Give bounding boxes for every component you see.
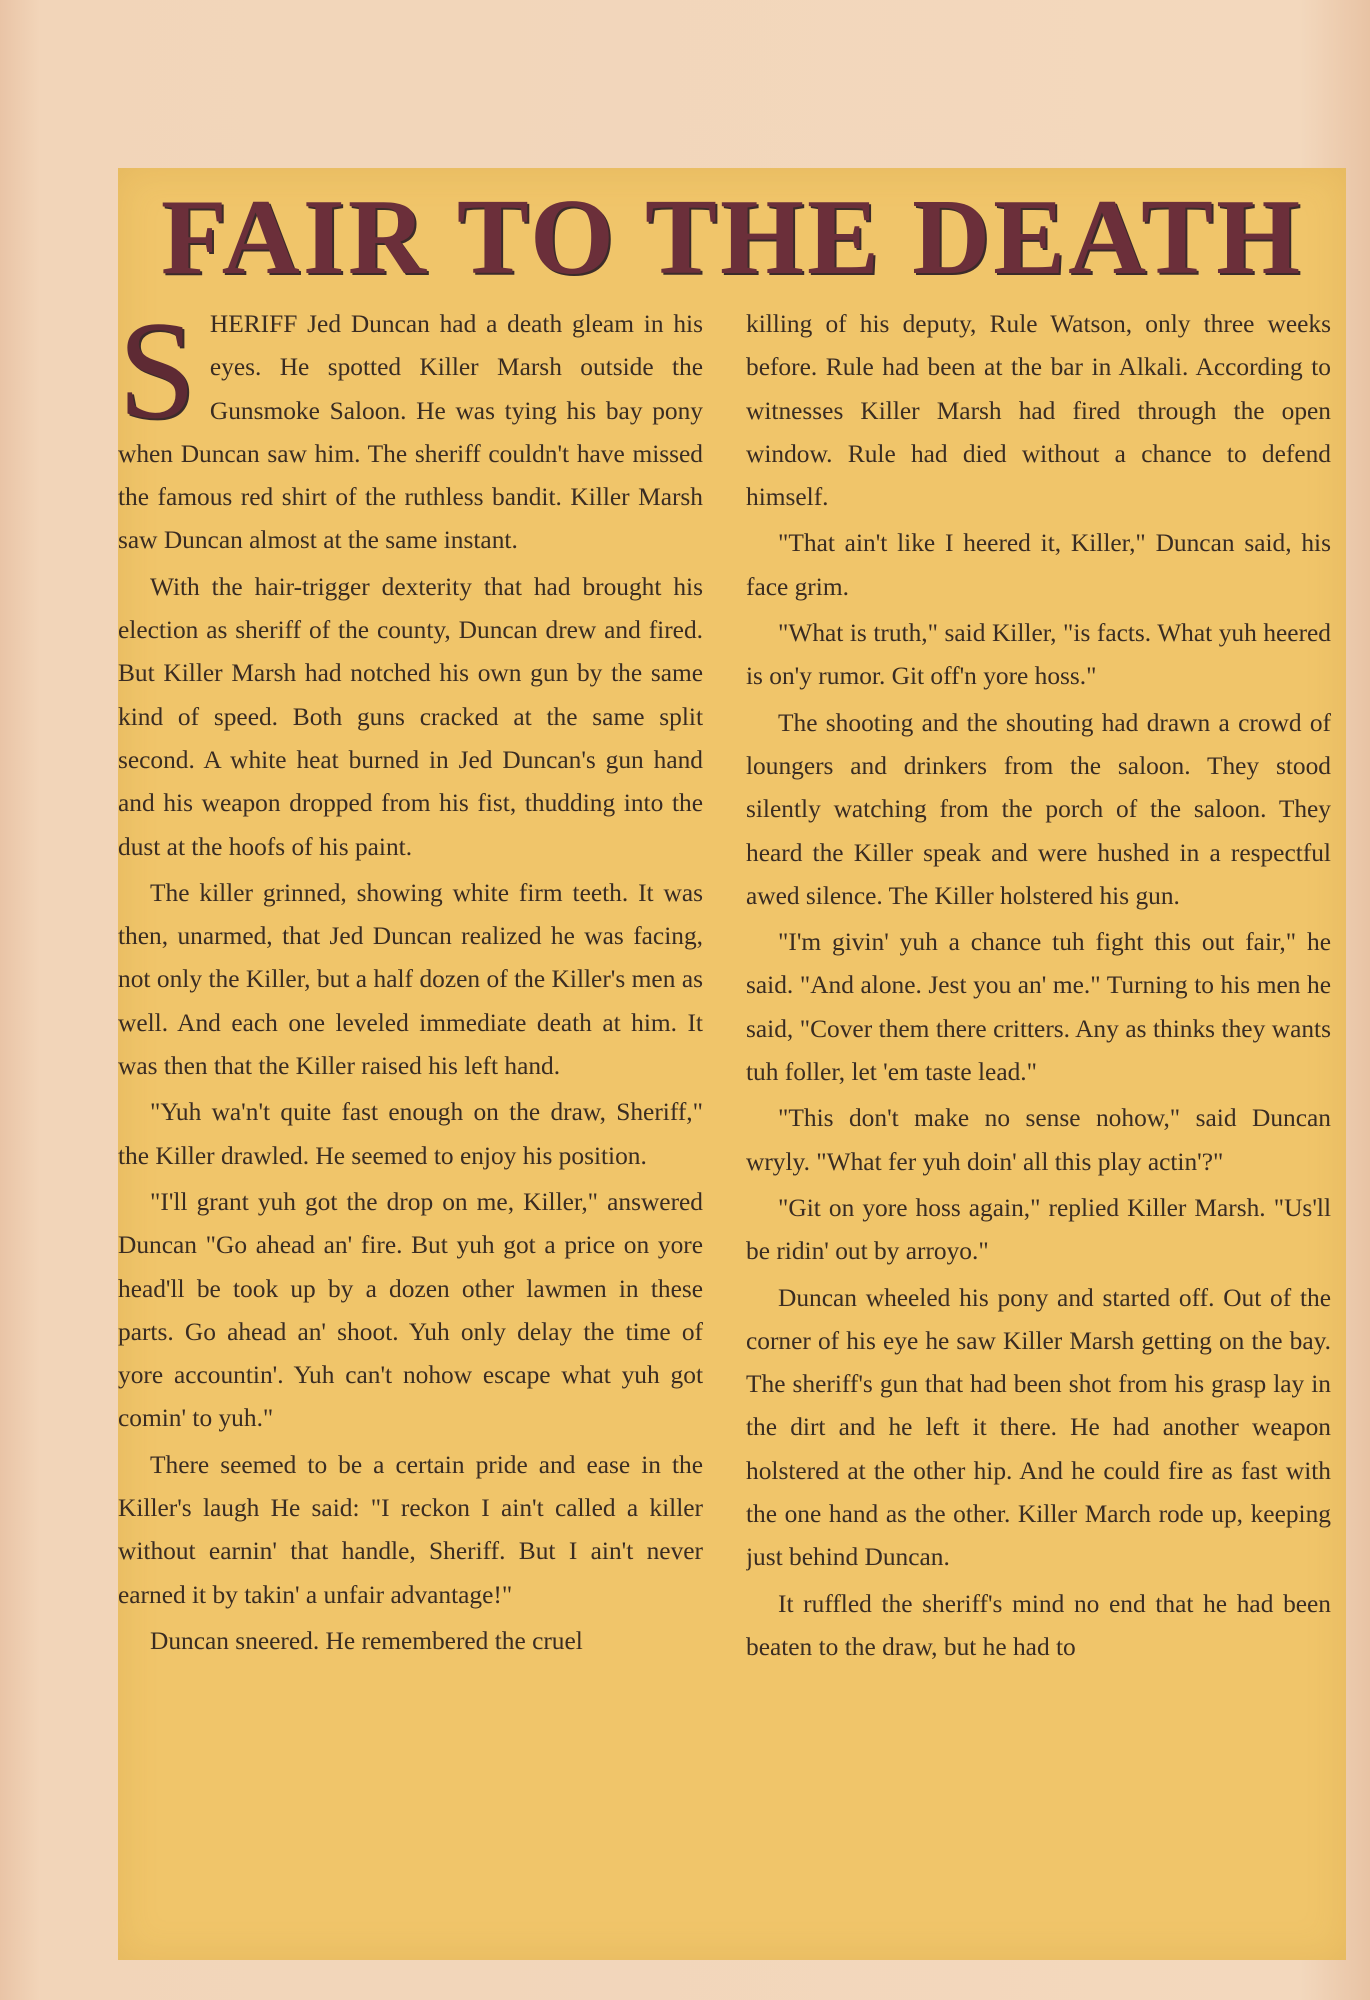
paragraph: It ruffled the sheriff's mind no end that he had been beaten to the draw, but he had to <box>746 1589 1331 1661</box>
paragraph: With the hair-trigger dexterity that had brought his election as sheriff of the county, Duncan drew and fired. But Killer Marsh had notched his own gun by the same kind of speed. Both guns cracked at the same split second. A white heat burned in Jed Duncan's gun hand and his weapon dropped from his fist, thudding into the dust at the hoofs of his paint. <box>118 572 703 861</box>
paragraph: "I'll grant yuh got the drop on me, Killer," answered Duncan "Go ahead an' fire. But yuh got a price on yore head'll be took up by a dozen other lawmen in these parts. Go ahead an' shoot. Yuh only delay the time of yore accountin'. Yuh can't nohow escape what yuh got comin' to yuh." <box>118 1187 703 1433</box>
story-title: FAIR TO THE DEATH <box>160 178 1304 297</box>
paragraph: There seemed to be a certain pride and ease in the Killer's laugh He said: "I reckon I ain't called a killer without earnin' that handle, Sheriff. But I ain't never earned it by takin' a unfair advantage!" <box>118 1450 703 1609</box>
paragraph: "This don't make no sense nohow," said Duncan wryly. "What fer yuh doin' all this play actin'?" <box>746 1104 1331 1176</box>
paragraph: The killer grinned, showing white firm teeth. It was then, unarmed, that Jed Duncan realized he was facing, not only the Killer, but a half dozen of the Killer's men as well. And each one leveled immediate death at him. It was then that the Killer raised his left hand. <box>118 878 703 1081</box>
paragraph: "That ain't like I heered it, Killer," Duncan said, his face grim. <box>746 529 1331 601</box>
story-panel <box>118 168 1346 1960</box>
paragraph: The shooting and the shouting had drawn a crowd of loungers and drinkers from the saloon. They stood silently watching from the porch of the saloon. They heard the Killer speak and were hushed in a respectful awed silence. The Killer holstered his gun. <box>746 708 1331 910</box>
paragraph: "What is truth," said Killer, "is facts. What yuh heered is on'y rumor. Git off'n yore hoss." <box>746 619 1331 691</box>
paragraph <box>118 303 703 563</box>
paragraph: Duncan wheeled his pony and started off. Out of the corner of his eye he saw Killer Marsh getting on the bay. The sheriff's gun that had been shot from his grasp lay in the dirt and he left it there. He had another weapon holstered at the other hip. And he could fire as fast with the one hand as the other. Killer March rode up, keeping just behind Duncan. <box>746 1283 1331 1572</box>
paragraph: killing of his deputy, Rule Watson, only three weeks before. Rule had been at the bar in Alkali. According to witnesses Killer Marsh had fired through the open window. Rule had died without a chance to defend himself. <box>746 310 1331 512</box>
paragraph: Duncan sneered. He remembered the cruel <box>150 1626 583 1655</box>
right-column <box>746 303 1331 1953</box>
paragraph-text: HERIFF Jed Duncan had a death gleam in his eyes. He spotted Killer Marsh outside the Gunsmoke Saloon. He was tying his bay pony when Duncan saw him. The sheriff couldn't have missed the famous red shirt of the ruthless bandit. Killer Marsh saw Duncan almost at the same instant. <box>118 310 703 555</box>
paragraph: "Yuh wa'n't quite fast enough on the draw, Sheriff," the Killer drawled. He seemed to enjoy his position. <box>118 1098 703 1170</box>
drop-cap: S <box>118 303 196 448</box>
paragraph: "I'm givin' yuh a chance tuh fight this out fair," he said. "And alone. Jest you an' me." Turning to his men he said, "Cover them there critters. Any as thinks they wants tuh foller, let 'em taste lead." <box>746 928 1331 1087</box>
left-column <box>118 303 703 1953</box>
paragraph: "Git on yore hoss again," replied Killer Marsh. "Us'll be ridin' out by arroyo." <box>746 1193 1331 1266</box>
